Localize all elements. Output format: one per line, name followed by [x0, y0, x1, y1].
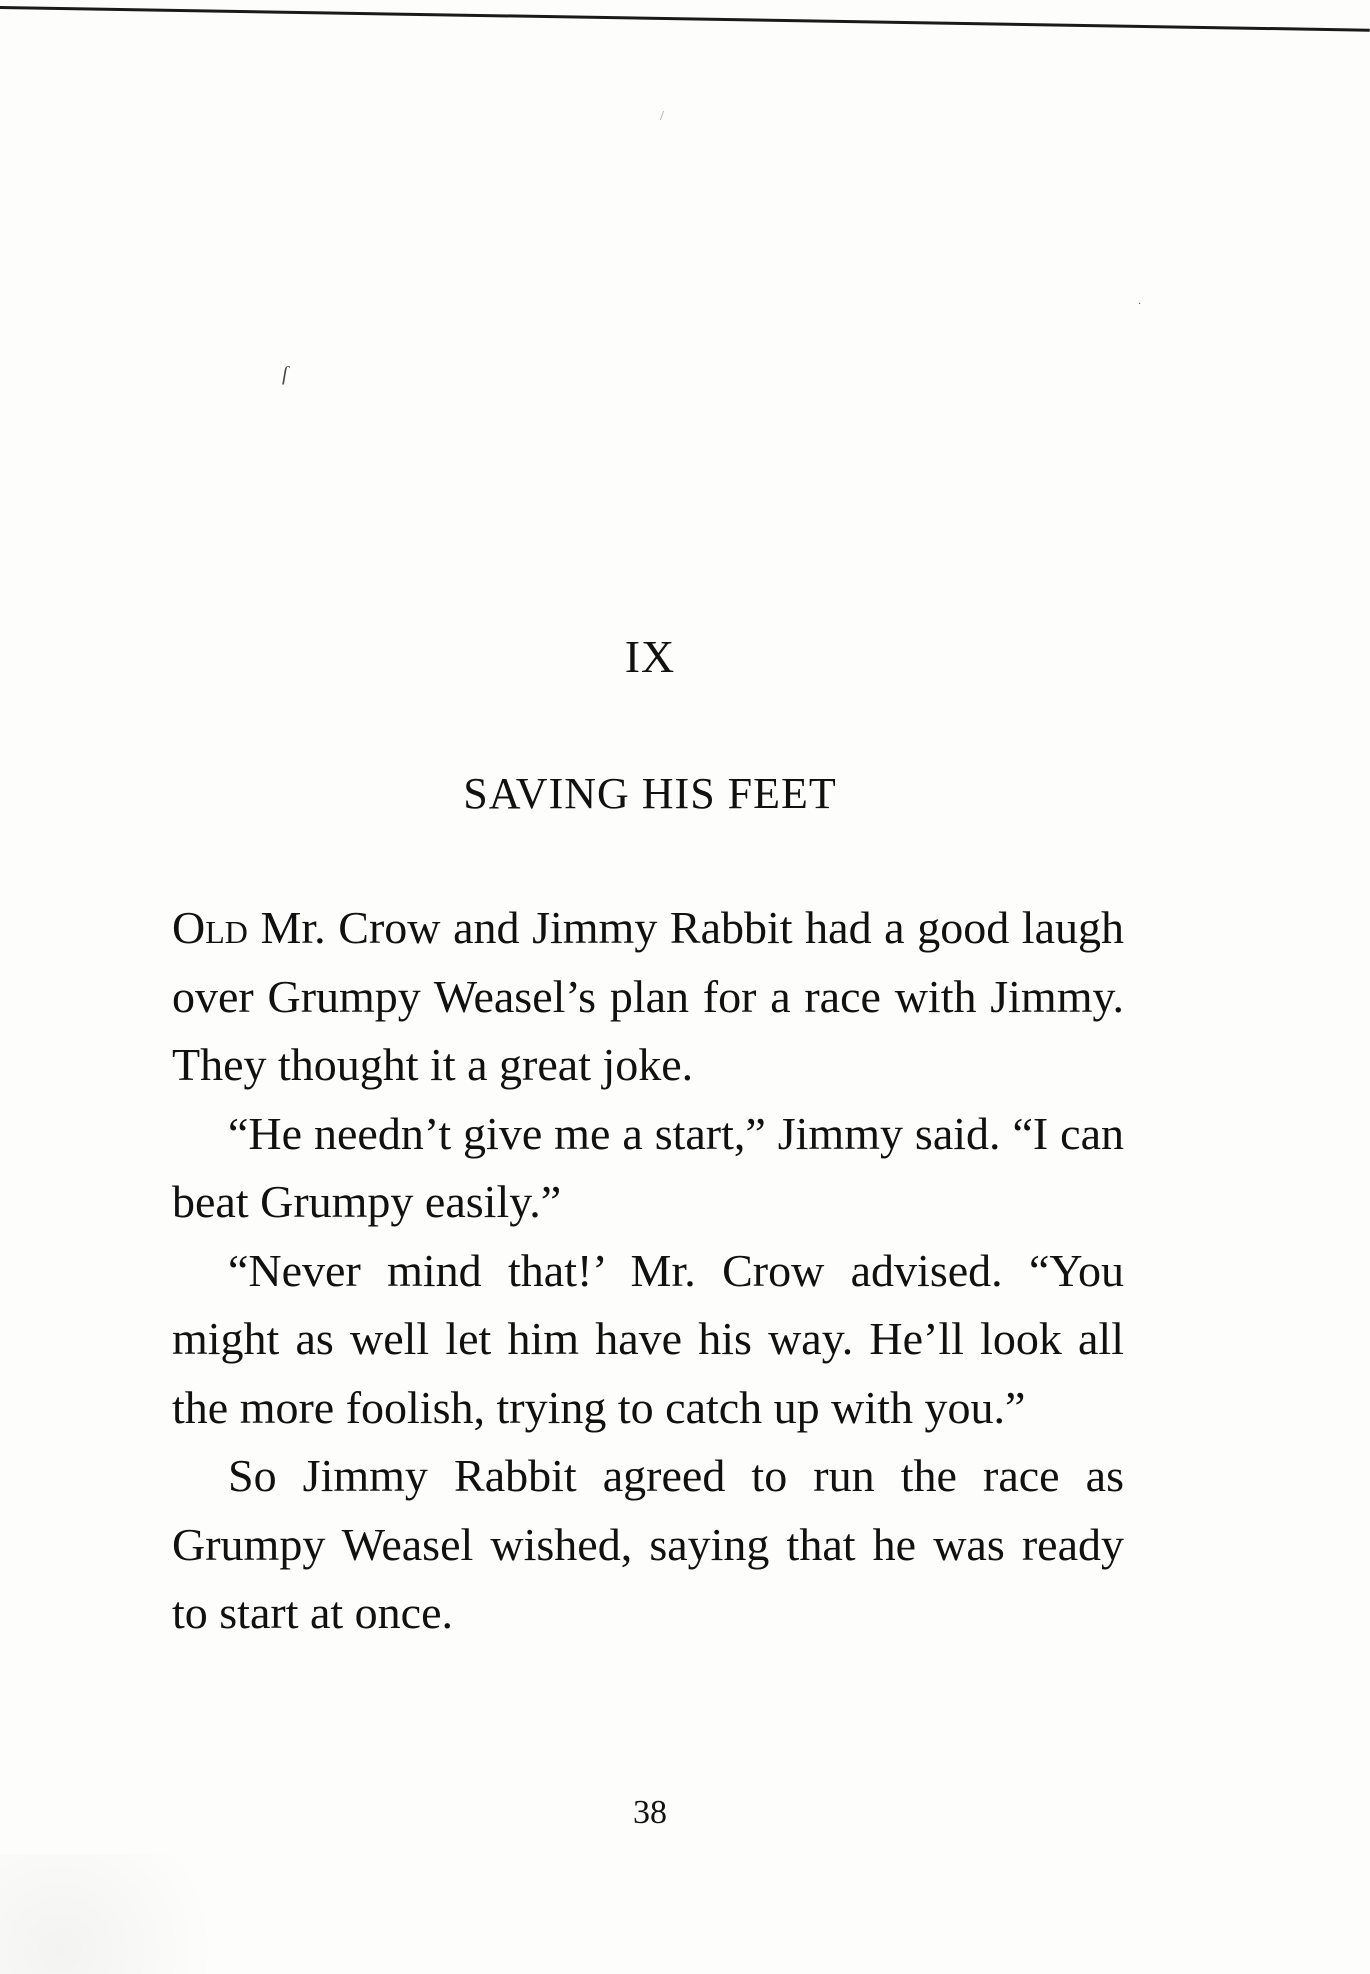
paragraph — [172, 894, 1124, 1100]
paragraph: “He needn’t give me a start,” Jimmy said. “I can beat Grumpy easily.” — [172, 1107, 1124, 1227]
page-number: 38 — [633, 1794, 667, 1831]
chapter-title: SAVING HIS FEET — [463, 769, 837, 818]
body-text — [172, 894, 1124, 1648]
ink-speck: · — [1138, 299, 1142, 310]
paragraph-text: Mr. Crow and Jimmy Rabbit had a good laugh over Grumpy Weasel’s plan for a race with Jimmy. They thought it a great joke. — [172, 902, 1124, 1090]
scan-noise — [0, 1854, 300, 1974]
ink-speck: ſ — [282, 363, 288, 385]
top-scan-edge — [0, 6, 1370, 32]
paragraph: “Never mind that!’ Mr. Crow advised. “You might as well let him have his way. He’ll look all the more foolish, trying to catch up with you.” — [172, 1244, 1124, 1433]
ink-speck: / — [660, 109, 664, 124]
paragraph: So Jimmy Rabbit agreed to run the race as Grumpy Weasel wished, saying that he was ready to start at once. — [172, 1450, 1124, 1638]
paragraph-lead: Old — [172, 902, 248, 953]
chapter-number: IX — [624, 631, 676, 682]
